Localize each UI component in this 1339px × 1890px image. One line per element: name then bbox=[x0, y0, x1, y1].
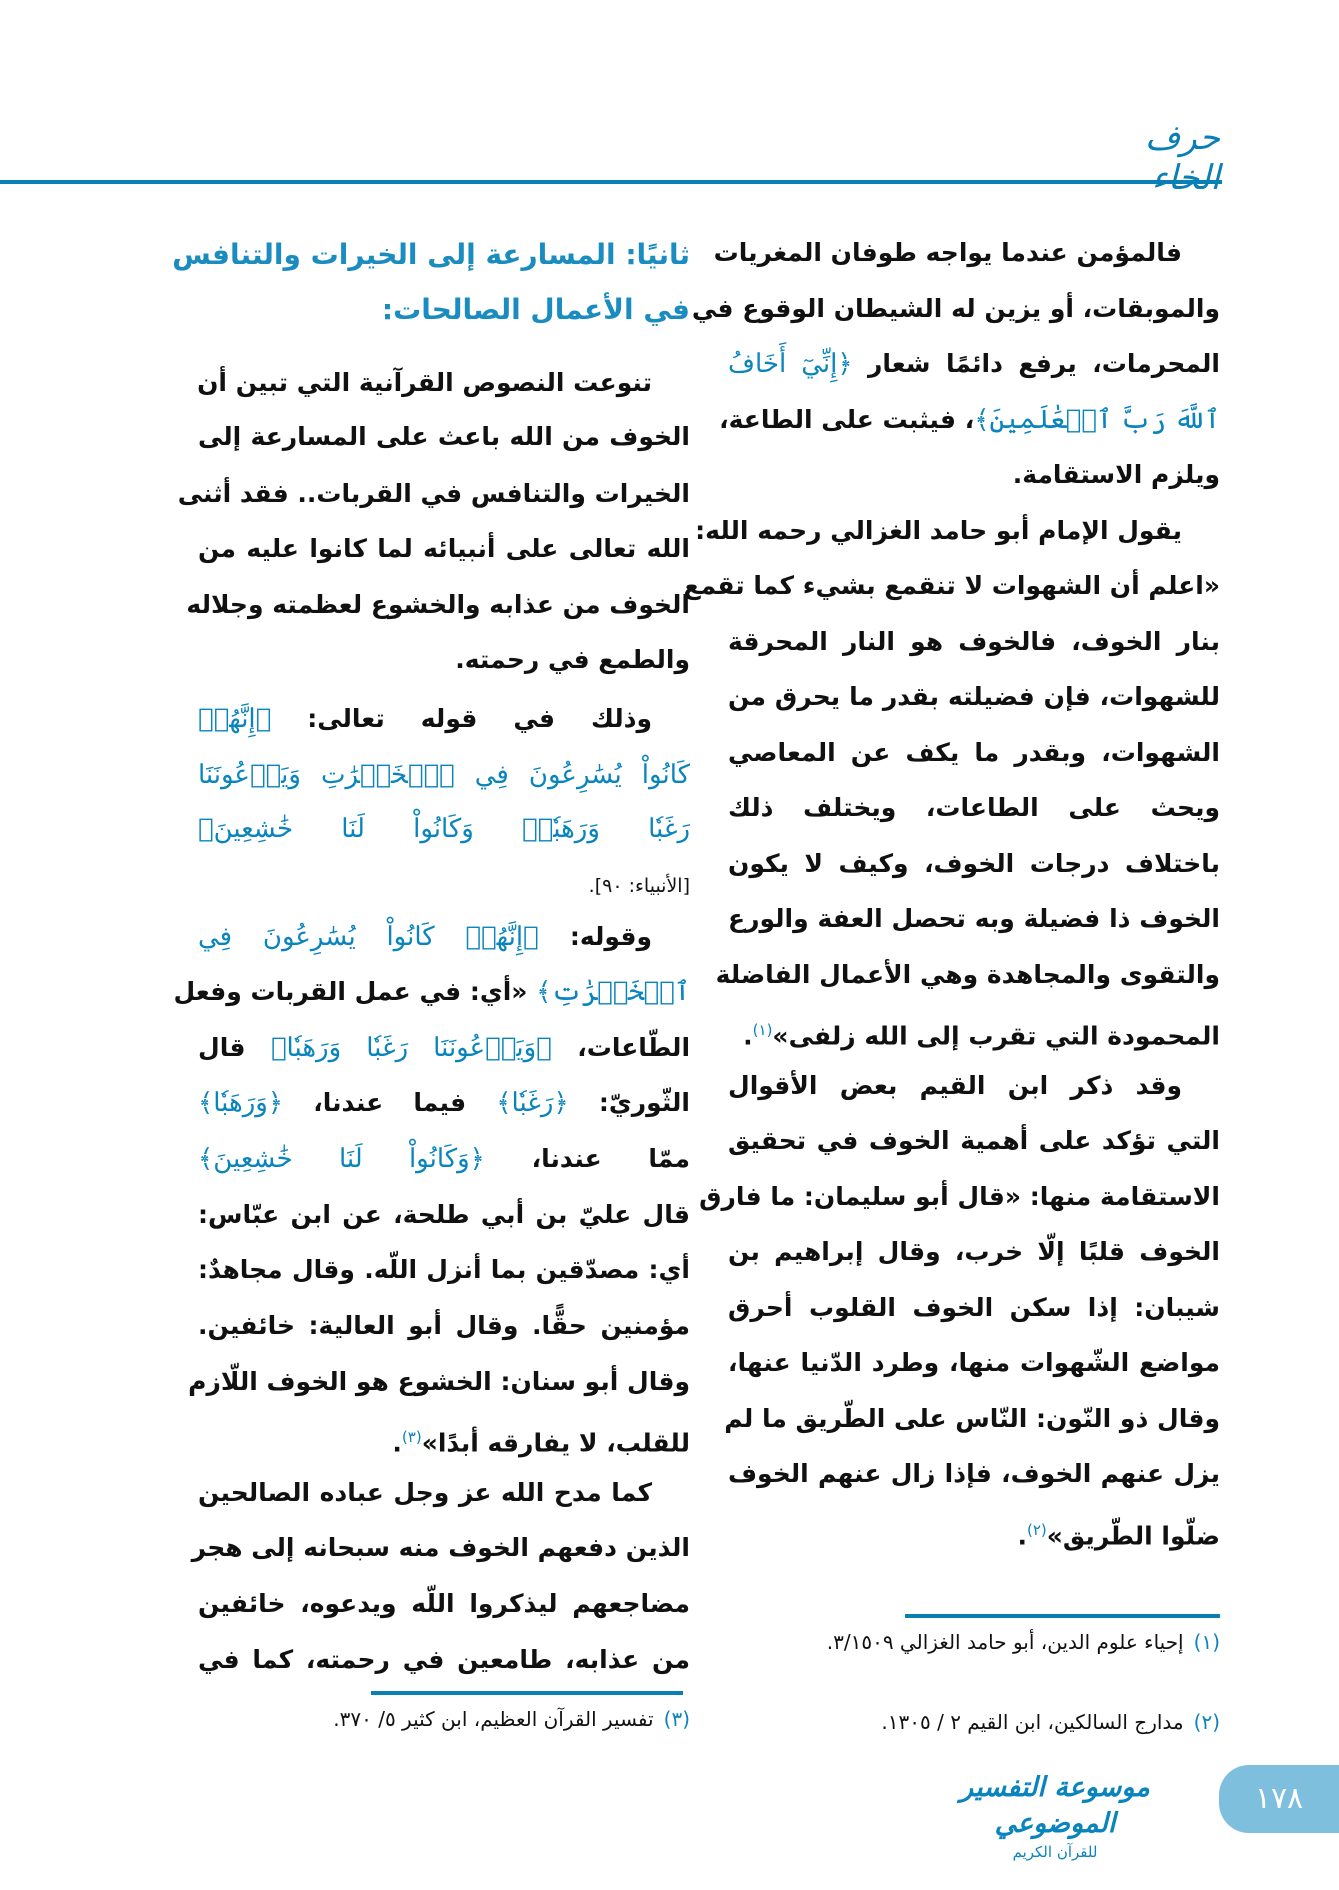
footnote-marker: (٢) bbox=[1026, 1520, 1047, 1539]
text-line bbox=[198, 1023, 690, 1073]
right-column bbox=[683, 0, 1220, 1560]
text-line bbox=[198, 524, 690, 574]
footnote bbox=[728, 1708, 1220, 1737]
body-text: الخوف ذا فضيلة وبه تحصل العفة والورع bbox=[728, 904, 1220, 933]
encyclopedia-logo bbox=[930, 1770, 1180, 1862]
footnote-rule-right bbox=[905, 1614, 1220, 1618]
body-text: والطمع في رحمته. bbox=[455, 645, 690, 674]
body-text: المحمودة التي تقرب إلى الله زلفى» bbox=[772, 1021, 1220, 1051]
footnote-number: (٣) bbox=[663, 1707, 690, 1731]
body-text: [الأنبياء: ٩٠]. bbox=[588, 875, 690, 897]
quran-verse: ﴿وَكَانُواْ لَنَا خَٰشِعِينَ﴾ bbox=[198, 1144, 485, 1174]
body-text: شيبان: إذا سكن الخوف القلوب أحرق bbox=[728, 1292, 1220, 1322]
text-line bbox=[198, 1412, 690, 1462]
chapter-title: حرف الخاء bbox=[1144, 118, 1220, 198]
quran-verse: كَانُواْ يُسَٰرِعُونَ فِي ٱلۡخَيۡرَٰتِ وَيَدۡعُونَنَا bbox=[198, 760, 690, 790]
left-column bbox=[172, 0, 691, 1700]
footnote bbox=[198, 1705, 690, 1734]
text-line bbox=[188, 1357, 690, 1407]
text-line bbox=[728, 450, 1220, 500]
text-line bbox=[198, 912, 690, 962]
verse-reference bbox=[198, 861, 690, 911]
body-text: ويلزم الاستقامة. bbox=[1012, 460, 1220, 489]
quran-verse: ﴿إِنَّهُمۡ كَانُواْ يُسَٰرِعُونَ فِي bbox=[198, 922, 539, 952]
quran-verse: ٱللَّهَ رَبَّ ٱلۡعَٰلَمِينَ﴾ bbox=[974, 404, 1220, 435]
body-text: . bbox=[743, 1021, 753, 1051]
text-line bbox=[198, 804, 690, 854]
text-line bbox=[191, 1523, 690, 1573]
section-heading-line bbox=[172, 230, 690, 280]
page-number: ١٧٨ bbox=[1219, 1765, 1339, 1833]
text-line bbox=[198, 1468, 690, 1518]
text-line bbox=[198, 1245, 690, 1295]
text-line bbox=[728, 839, 1220, 889]
text-line bbox=[198, 1301, 690, 1351]
text-line bbox=[724, 1394, 1220, 1444]
body-text: التي تؤكد على أهمية الخوف في تحقيق bbox=[728, 1126, 1220, 1155]
quran-verse: ﴿وَيَدۡعُونَنَا رَغَبٗا وَرَهَبٗا﴾ bbox=[270, 1033, 552, 1063]
footnote-marker: (٣) bbox=[401, 1428, 422, 1446]
text-line bbox=[728, 1005, 1220, 1055]
text-line bbox=[683, 561, 1220, 611]
text-line bbox=[198, 750, 690, 800]
body-text: قال bbox=[198, 1033, 271, 1062]
body-text: الخوف من الله باعث على المسارعة إلى bbox=[198, 422, 690, 451]
text-line bbox=[728, 1061, 1220, 1111]
body-text: وقوله: bbox=[538, 922, 652, 951]
body-text: ويحث على الطاعات، ويختلف ذلك bbox=[728, 793, 1220, 822]
text-line bbox=[173, 967, 690, 1017]
footnote bbox=[728, 1628, 1220, 1657]
text-line bbox=[728, 894, 1220, 944]
text-line bbox=[728, 1449, 1220, 1499]
body-text: بنار الخوف، فالخوف هو النار المحرقة bbox=[728, 626, 1220, 656]
quran-verse: ٱلۡخَيۡرَٰتِ﴾ bbox=[536, 977, 690, 1007]
body-text: يزل عنهم الخوف، فإذا زال عنهم الخوف bbox=[728, 1459, 1220, 1488]
body-text: باختلاف درجات الخوف، وكيف لا يكون bbox=[728, 848, 1220, 878]
text-line bbox=[695, 506, 1220, 556]
body-text: الشهوات، وبقدر ما يكف عن المعاصي bbox=[728, 737, 1220, 767]
body-text: مضاجعهم ليذكروا اللّه ويدعوه، خائفين bbox=[198, 1589, 690, 1618]
logo-title: موسوعة التفسير الموضوعي bbox=[960, 1772, 1150, 1839]
section-heading-line bbox=[198, 285, 690, 335]
body-text: ، فيثبت على الطاعة، bbox=[719, 404, 975, 434]
text-line bbox=[713, 228, 1220, 278]
text-line bbox=[728, 617, 1220, 667]
body-text: وقد ذكر ابن القيم بعض الأقوال bbox=[728, 1070, 1182, 1100]
body-text: يقول الإمام أبو حامد الغزالي رحمه الله: bbox=[695, 515, 1182, 545]
footnote-text: مدارج السالكين، ابن القيم ٢ / ١٣٠٥. bbox=[881, 1710, 1184, 1734]
text-line bbox=[715, 950, 1220, 1000]
quran-verse: ﴿إِنِّيٓ أَخَافُ bbox=[728, 349, 853, 379]
footnote-text: إحياء علوم الدين، أبو حامد الغزالي ٣/١٥٠٩. bbox=[826, 1630, 1184, 1654]
body-text: للشهوات، فإن فضيلته بقدر ما يحرق من bbox=[728, 682, 1220, 711]
text-line bbox=[691, 284, 1220, 334]
body-text: كما مدح الله عز وجل عباده الصالحين bbox=[198, 1478, 652, 1507]
body-text: فالمؤمن عندما يواجه طوفان المغريات bbox=[713, 238, 1182, 267]
quran-verse: ﴿وَرَهَبٗا﴾ bbox=[198, 1088, 284, 1118]
logo-subtitle: للقرآن الكريم bbox=[1012, 1843, 1098, 1861]
text-line bbox=[728, 1338, 1220, 1388]
footnote-text: تفسير القرآن العظيم، ابن كثير ٥/ ٣٧٠. bbox=[333, 1707, 654, 1731]
text-line bbox=[728, 1227, 1220, 1277]
text-line bbox=[728, 672, 1220, 722]
body-text: في الأعمال الصالحات: bbox=[381, 293, 690, 326]
body-text: الثّوريّ: bbox=[568, 1088, 690, 1117]
body-text: مؤمنين حقًّا. وقال أبو العالية: خائفين. bbox=[198, 1311, 690, 1340]
body-text: والتقوى والمجاهدة وهي الأعمال الفاضلة bbox=[715, 959, 1220, 989]
text-line bbox=[198, 1134, 690, 1184]
quran-verse: ﴿رَغَبٗا﴾ bbox=[496, 1088, 569, 1118]
body-text: الخوف من عذابه والخشوع لعظمته وجلاله bbox=[186, 590, 690, 619]
body-text: فيما عندنا، bbox=[283, 1088, 497, 1117]
body-text: الخوف قلبًا إلّا خرب، وقال إبراهيم بن bbox=[728, 1237, 1220, 1266]
body-text: الله تعالى على أنبيائه لما كانوا عليه من bbox=[198, 534, 690, 563]
text-line bbox=[198, 635, 690, 685]
text-line bbox=[198, 1579, 690, 1629]
text-line bbox=[198, 412, 690, 462]
footnote-marker: (١) bbox=[752, 1021, 773, 1039]
body-text: «أي: في عمل القربات وفعل bbox=[173, 977, 537, 1006]
body-text: الطّاعات، bbox=[551, 1033, 691, 1062]
body-text: وقال ذو النّون: النّاس على الطّريق ما لم bbox=[724, 1403, 1220, 1433]
body-text: للقلب، لا يفارقه أبدًا» bbox=[421, 1428, 690, 1458]
text-line bbox=[699, 1172, 1220, 1222]
text-line bbox=[198, 1078, 690, 1128]
text-line bbox=[177, 469, 690, 519]
body-text: قال عليّ بن أبي طلحة، عن ابن عبّاس: bbox=[198, 1200, 690, 1229]
body-text: ثانيًا: المسارعة إلى الخيرات والتنافس bbox=[172, 238, 690, 271]
body-text: وذلك في قوله تعالى: bbox=[271, 704, 652, 733]
text-line bbox=[198, 1190, 690, 1240]
text-line bbox=[728, 1505, 1220, 1555]
body-text: والموبقات، أو يزين له الشيطان الوقوع في bbox=[691, 293, 1220, 323]
text-line bbox=[728, 783, 1220, 833]
body-text: أي: مصدّقين بما أنزل اللّه. وقال مجاهدٌ: bbox=[198, 1255, 690, 1284]
body-text: تنوعت النصوص القرآنية التي تبين أن bbox=[197, 368, 652, 397]
body-text: ضلّوا الطّريق» bbox=[1046, 1520, 1220, 1550]
body-text: ممّا عندنا، bbox=[484, 1144, 690, 1173]
body-text: مواضع الشّهوات منها، وطرد الدّنيا عنها، bbox=[728, 1348, 1220, 1377]
footnote-number: (٢) bbox=[1193, 1710, 1220, 1734]
footnote-rule-left bbox=[371, 1691, 683, 1695]
body-text: وقال أبو سنان: الخشوع هو الخوف اللّازم bbox=[188, 1367, 690, 1396]
text-line bbox=[728, 728, 1220, 778]
text-line bbox=[198, 694, 690, 744]
footnote-number: (١) bbox=[1193, 1630, 1220, 1654]
text-line bbox=[728, 1116, 1220, 1166]
quran-verse: ﴿إِنَّهُمۡ bbox=[198, 704, 272, 734]
body-text: المحرمات، يرفع دائمًا شعار bbox=[852, 349, 1220, 378]
quran-verse: رَغَبٗا وَرَهَبٗاۖ وَكَانُواْ لَنَا خَٰشِعِينَ﴾ bbox=[198, 814, 690, 844]
body-text: من عذابه، طامعين في رحمته، كما في bbox=[198, 1645, 690, 1674]
text-line bbox=[728, 1283, 1220, 1333]
text-line bbox=[198, 358, 690, 408]
text-line bbox=[186, 580, 690, 630]
body-text: «اعلم أن الشهوات لا تنقمع بشيء كما تقمع bbox=[683, 571, 1220, 600]
body-text: الخيرات والتنافس في القربات.. فقد أثنى bbox=[177, 479, 690, 508]
body-text: الاستقامة منها: «قال أبو سليمان: ما فارق bbox=[699, 1181, 1220, 1211]
body-text: . bbox=[392, 1428, 402, 1458]
body-text: . bbox=[1017, 1520, 1027, 1550]
body-text: الذين دفعهم الخوف منه سبحانه إلى هجر bbox=[191, 1533, 690, 1562]
text-line bbox=[719, 395, 1220, 445]
text-line bbox=[728, 339, 1220, 389]
text-line bbox=[198, 1635, 690, 1685]
